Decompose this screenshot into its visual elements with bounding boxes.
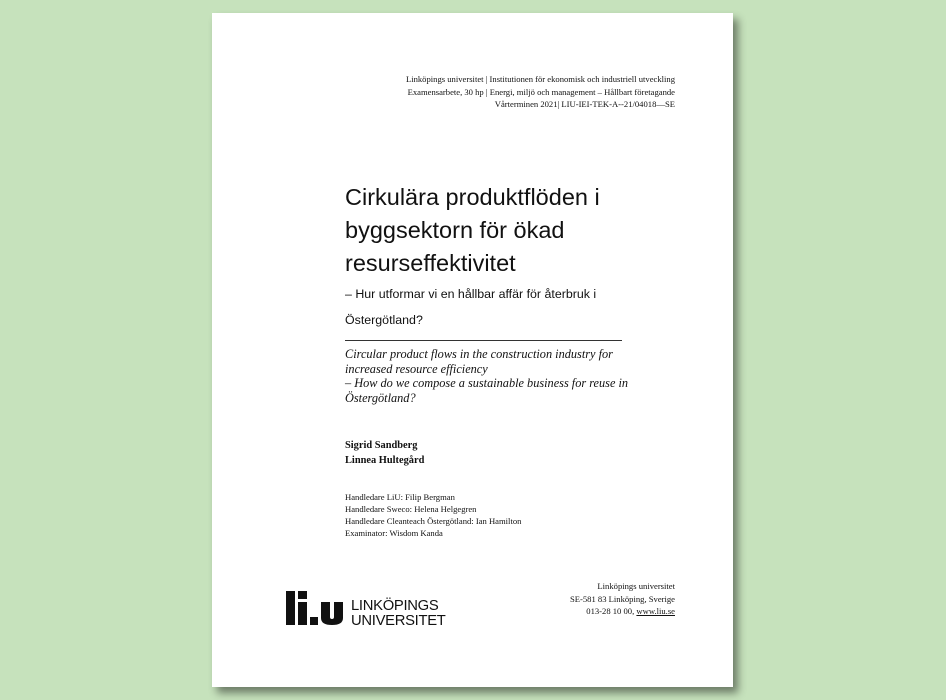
authors [345, 439, 424, 468]
subtitle-line-1: – Hur utformar vi en hållbar affär för återbruk i [345, 287, 597, 301]
author-name: Linnea Hultegård [345, 454, 425, 466]
address-line-1: Linköpings universitet [597, 581, 675, 591]
logo-line-2: UNIVERSITET [351, 613, 446, 629]
phone-number: 013-28 10 00, [586, 606, 637, 617]
address-line-2: SE-581 83 Linköping, Sverige [569, 593, 675, 604]
website-link[interactable]: www.liu.se [636, 606, 675, 617]
logo-line-1: LINKÖPINGS [351, 598, 439, 614]
english-title [345, 347, 645, 405]
logo-wordmark [351, 599, 446, 629]
liu-logo [284, 587, 444, 631]
document-subtitle [345, 281, 675, 333]
supervisor-line: Handledare Cleanteach Östergötland: Ian Hamilton [345, 516, 522, 526]
header-line-3: Vårterminen 2021| LIU-IEI-TEK-A--21/04018—SE [494, 99, 675, 109]
document-title [345, 181, 675, 280]
address-line-3 [570, 605, 675, 618]
english-title-line-4: Östergötland? [345, 390, 416, 405]
title-line-3: resurseffektivitet [345, 250, 516, 276]
document-page [212, 13, 733, 687]
university-address [570, 580, 675, 618]
title-divider [345, 340, 622, 341]
supervisor-line: Handledare Sweco: Helena Helgegren [345, 504, 477, 514]
document-header [406, 73, 675, 111]
supervisors [345, 491, 521, 539]
title-line-1: Cirkulära produktflöden i [345, 184, 600, 210]
title-line-2: byggsektorn för ökad [345, 217, 565, 243]
liu-logo-icon [284, 587, 348, 631]
english-title-line-3: – How do we compose a sustainable business for reuse in [345, 376, 629, 391]
supervisor-line: Examinator: Wisdom Kanda [345, 528, 443, 538]
header-line-2: Examensarbete, 30 hp | Energi, miljö och management – Hållbart företagande [407, 86, 675, 97]
author-name: Sigrid Sandberg [345, 440, 418, 451]
subtitle-line-2: Östergötland? [345, 313, 423, 327]
header-line-1: Linköpings universitet | Institutionen för ekonomisk och industriell utveckling [405, 74, 675, 84]
supervisor-line: Handledare LiU: Filip Bergman [345, 492, 455, 502]
english-title-line-1: Circular product flows in the construction industry for [345, 347, 613, 361]
english-title-line-2: increased resource efficiency [345, 361, 488, 376]
